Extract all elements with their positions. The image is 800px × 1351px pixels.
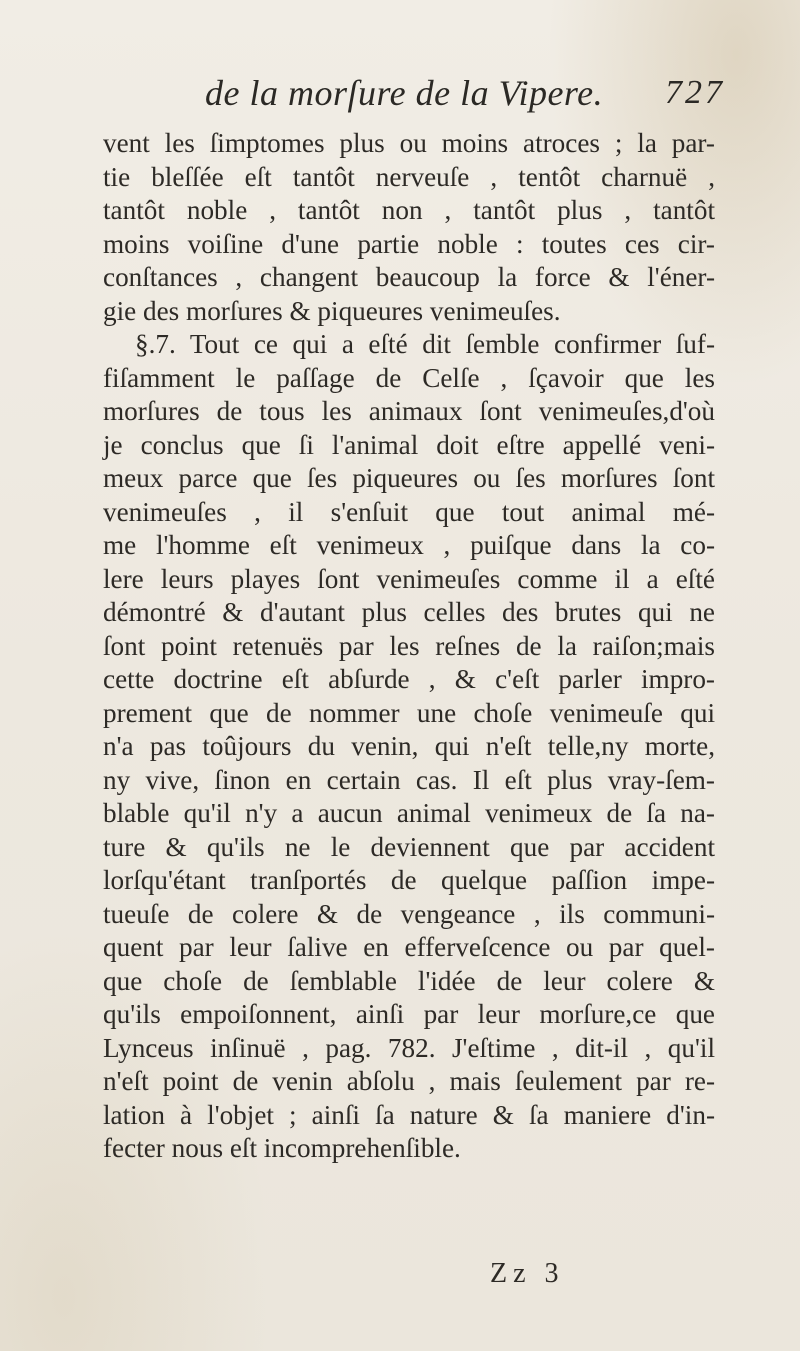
text-line: gie des morſures & piqueures venimeuſes. xyxy=(103,295,561,326)
text-line: conſtances , changent beaucoup la force & l'éner- xyxy=(103,262,715,292)
text-line: fiſamment le paſſage de Celſe , ſçavoir que les xyxy=(103,362,715,393)
text-line: ſont point retenuës par les reſnes de la raiſon;mais xyxy=(103,630,715,661)
text-line: qu'ils empoiſonnent, ainſi par leur morſure,ce que xyxy=(103,999,715,1029)
text-line: lorſqu'étant tranſportés de quelque paſſion impe- xyxy=(103,865,715,895)
text-line: n'a pas toûjours du venin, qui n'eſt telle,ny morte, xyxy=(103,731,715,761)
text-line: meux parce que ſes piqueures ou ſes morſures ſont xyxy=(103,463,715,493)
text-line: vent les ſimptomes plus ou moins atroces ; la par- xyxy=(103,128,715,158)
text-line: me l'homme eſt venimeux , puiſque dans la co- xyxy=(103,530,715,560)
text-line: Lynceus inſinuë , pag. 782. J'eſtime , dit-il , qu'il xyxy=(103,1032,715,1063)
running-title: de la morſure de la Vipere. xyxy=(205,73,604,113)
text-line: ny vive, ſinon en certain cas. Il eſt plus vray-ſem- xyxy=(103,764,715,795)
text-line: que choſe de ſemblable l'idée de leur colere & xyxy=(103,965,715,996)
text-line: lere leurs playes ſont venimeuſes comme il a eſté xyxy=(103,563,715,594)
text-line: ture & qu'ils ne le deviennent que par accident xyxy=(103,831,715,862)
text-line: venimeuſes , il s'enſuit que tout animal mé- xyxy=(103,496,715,527)
text-line: je conclus que ſi l'animal doit eſtre appellé veni- xyxy=(103,429,715,460)
text-line: moins voiſine d'une partie noble : toutes ces cir- xyxy=(103,228,715,259)
text-line: tie bleſſée eſt tantôt nerveuſe , tentôt charnuë , xyxy=(103,161,715,192)
text-line: fecter nous eſt incomprehenſible. xyxy=(103,1133,461,1163)
page-number: 727 xyxy=(665,74,725,111)
text-line: cette doctrine eſt abſurde , & c'eſt parler impro- xyxy=(103,664,715,694)
text-line: blable qu'il n'y a aucun animal venimeux de ſa na- xyxy=(103,798,715,828)
text-line: prement que de nommer une choſe venimeuſe qui xyxy=(103,697,715,728)
printer-signature-mark: Zz 3 xyxy=(490,1258,565,1289)
page-header xyxy=(205,72,725,122)
text-line: quent par leur ſalive en efferveſcence ou par quel- xyxy=(103,932,715,962)
text-line: n'eſt point de venin abſolu , mais ſeulement par re- xyxy=(103,1066,715,1096)
text-line: lation à l'objet ; ainſi ſa nature & ſa maniere d'in- xyxy=(103,1099,715,1130)
text-line: tueuſe de colere & de vengeance , ils communi- xyxy=(103,898,715,929)
text-line: morſures de tous les animaux ſont venimeuſes,d'où xyxy=(103,396,715,426)
text-line: démontré & d'autant plus celles des brutes qui ne xyxy=(103,597,715,627)
paragraph-start-line: §.7. Tout ce qui a eſté dit ſemble confirmer ſuf- xyxy=(135,329,715,359)
body-text xyxy=(103,127,715,1166)
text-line: tantôt noble , tantôt non , tantôt plus , tantôt xyxy=(103,195,715,225)
